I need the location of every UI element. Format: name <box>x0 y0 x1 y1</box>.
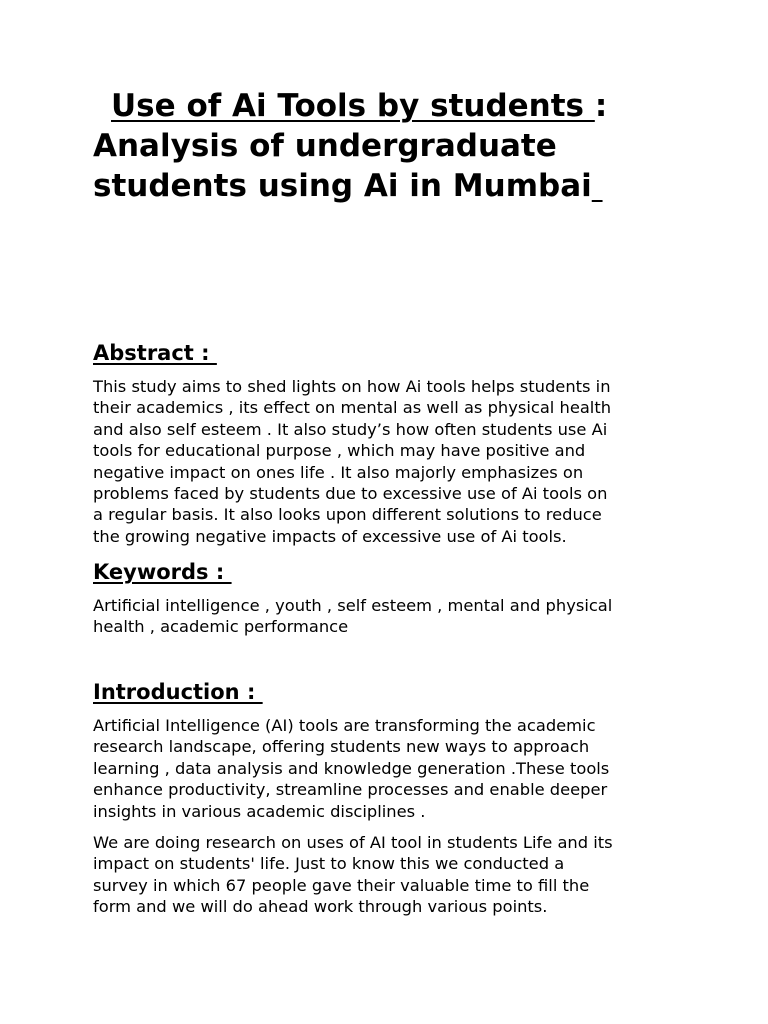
introduction-paragraph-1 <box>93 715 683 822</box>
introduction-line: enhance productivity, streamline processes and enable deeper <box>93 780 608 800</box>
abstract-line: This study aims to shed lights on how Ai tools helps students in <box>93 377 611 396</box>
title-colon: : <box>594 88 608 124</box>
introduction-line: research landscape, offering students new ways to approach <box>93 737 590 757</box>
introduction-paragraph-2 <box>93 832 683 918</box>
abstract-line: a regular basis. It also looks upon different solutions to reduce <box>93 505 602 525</box>
abstract-line: negative impact on ones life . It also majorly emphasizes on <box>93 462 584 482</box>
abstract-line: their academics , its effect on mental as well as physical health <box>93 398 612 418</box>
abstract-line: the growing negative impacts of excessive use of Ai tools. <box>93 526 567 546</box>
abstract-paragraph <box>93 376 683 547</box>
introduction-line: learning , data analysis and knowledge generation .These tools <box>93 758 610 778</box>
abstract-line: problems faced by students due to excessive use of Ai tools on <box>93 484 608 504</box>
title-line-3: students using Ai in Mumbai <box>93 168 592 204</box>
introduction-line: impact on students' life. Just to know this we conducted a <box>93 854 565 874</box>
abstract-heading: Abstract : <box>93 341 217 365</box>
title-line-2: Analysis of undergraduate <box>93 128 557 164</box>
abstract-line: and also self esteem . It also study’s how often students use Ai <box>93 419 608 439</box>
introduction-line: survey in which 67 people gave their valuable time to fill the <box>93 875 590 895</box>
abstract-line: tools for educational purpose , which may have positive and <box>93 441 586 461</box>
introduction-line: Artificial Intelligence (AI) tools are transforming the academic <box>93 716 596 735</box>
paper-title <box>93 86 713 206</box>
title-trailing-underline <box>592 166 604 206</box>
introduction-line: form and we will do ahead work through various points. <box>93 897 548 917</box>
keywords-line: health , academic performance <box>93 617 349 637</box>
introduction-line: insights in various academic disciplines . <box>93 801 426 821</box>
introduction-line: We are doing research on uses of AI tool in students Life and its <box>93 833 613 852</box>
keywords-heading: Keywords : <box>93 560 232 584</box>
introduction-heading: Introduction : <box>93 680 263 704</box>
keywords-paragraph <box>93 595 683 638</box>
title-line-1: Use of Ai Tools by students <box>111 88 595 124</box>
keywords-line: Artificial intelligence , youth , self esteem , mental and physical <box>93 596 613 615</box>
